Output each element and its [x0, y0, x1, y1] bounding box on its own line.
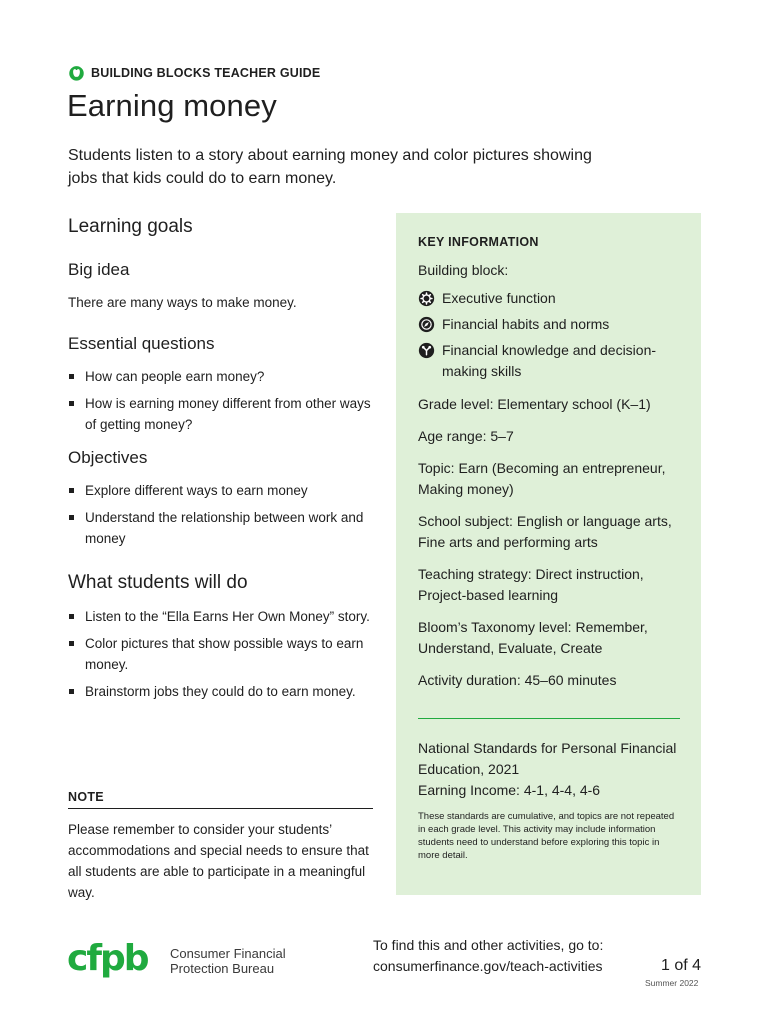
guide-label-text: BUILDING BLOCKS TEACHER GUIDE — [91, 65, 321, 80]
school-subject-label: School subject: — [418, 513, 513, 529]
intro-text: Students listen to a story about earning money and color pictures showing jobs that kids could do to earn money. — [68, 147, 592, 187]
grade-level-row — [418, 394, 680, 415]
divider — [418, 718, 680, 719]
grade-level-value: Elementary school (K–1) — [497, 396, 651, 412]
essential-questions-list — [68, 366, 378, 435]
activity-duration-row — [418, 670, 680, 691]
building-block-list — [418, 288, 680, 382]
apple-icon — [68, 64, 85, 81]
list-item: Color pictures that show possible ways to earn money. — [68, 633, 378, 675]
school-subject-value: English or language arts, Fine arts and performing arts — [418, 513, 672, 550]
learning-goals-heading: Learning goals — [68, 216, 193, 237]
standards-note: These standards are cumulative, and topics are not repeated in each grade level. This activity may include information students need to understand before exploring this topic in more detail. — [418, 811, 675, 861]
topic-row — [418, 458, 680, 500]
what-students-will-do-list — [68, 606, 378, 702]
logo-wordmark: cfpb — [67, 938, 148, 979]
learning-goals-section — [68, 212, 378, 708]
age-range-label: Age range: — [418, 428, 487, 444]
agency-name-line: Consumer Financial — [170, 946, 286, 961]
gear-icon — [418, 290, 435, 307]
page-number: 1 of 4 — [661, 957, 702, 974]
objectives-heading: Objectives — [68, 448, 148, 467]
standards-title: National Standards for Personal Financial Education, 2021 — [418, 740, 677, 777]
list-item: Brainstorm jobs they could do to earn money. — [68, 681, 378, 702]
school-subject-row — [418, 511, 680, 553]
note-heading: NOTE — [68, 790, 373, 809]
teaching-strategy-label: Teaching strategy: — [418, 566, 532, 582]
activity-duration-label: Activity duration: — [418, 672, 521, 688]
building-block-item — [418, 314, 680, 335]
agency-name-line: Protection Bureau — [170, 961, 275, 976]
blooms-level-value: Remember, Understand, Evaluate, Create — [418, 619, 648, 656]
standards-block — [418, 738, 680, 801]
page-title: Earning money — [67, 88, 277, 123]
note-section — [68, 790, 373, 903]
big-idea-text: There are many ways to make money. — [68, 295, 297, 310]
list-item: How is earning money different from other ways of getting money? — [68, 393, 378, 435]
essential-questions-heading: Essential questions — [68, 334, 215, 353]
age-range-value: 5–7 — [490, 428, 514, 444]
topic-label: Topic: — [418, 460, 455, 476]
building-block-label-text: Executive function — [442, 290, 556, 306]
key-information-panel — [396, 213, 701, 895]
building-block-label: Building block: — [418, 262, 509, 278]
teaching-strategy-value: Direct instruction, Project-based learning — [418, 566, 644, 603]
note-text: Please remember to consider your students’ accommodations and special needs to ensure that all students are able to participate in a meaningful way. — [68, 822, 369, 900]
blooms-level-row — [418, 617, 680, 659]
building-block-label-text: Financial habits and norms — [442, 316, 610, 332]
find-activities-text: To find this and other activities, go to: — [373, 937, 604, 953]
big-idea-heading: Big idea — [68, 260, 130, 279]
teaching-strategy-row — [418, 564, 680, 606]
list-item: How can people earn money? — [68, 366, 378, 387]
guide-label — [68, 64, 320, 81]
compass-icon — [418, 316, 435, 333]
building-block-label-text: Financial knowledge and decision-making skills — [442, 342, 657, 379]
grade-level-label: Grade level: — [418, 396, 494, 412]
activities-link[interactable]: consumerfinance.gov/teach-activities — [373, 958, 603, 974]
activity-duration-value: 45–60 minutes — [524, 672, 617, 688]
list-item: Listen to the “Ella Earns Her Own Money” story. — [68, 606, 378, 627]
key-information-heading: KEY INFORMATION — [418, 235, 539, 249]
topic-value: Earn (Becoming an entrepreneur, Making money) — [418, 460, 666, 497]
cfpb-logo — [67, 936, 159, 984]
list-item: Explore different ways to earn money — [68, 480, 378, 501]
blooms-level-label: Bloom’s Taxonomy level: — [418, 619, 572, 635]
list-item: Understand the relationship between work and money — [68, 507, 378, 549]
what-students-will-do-heading: What students will do — [68, 572, 248, 593]
building-block-item — [418, 340, 680, 382]
standards-value: Earning Income: 4-1, 4-4, 4-6 — [418, 782, 601, 798]
agency-name — [170, 946, 286, 976]
building-block-item — [418, 288, 680, 309]
edition-date: Summer 2022 — [645, 978, 699, 988]
branch-icon — [418, 342, 435, 359]
age-range-row — [418, 426, 680, 447]
objectives-list — [68, 480, 378, 549]
